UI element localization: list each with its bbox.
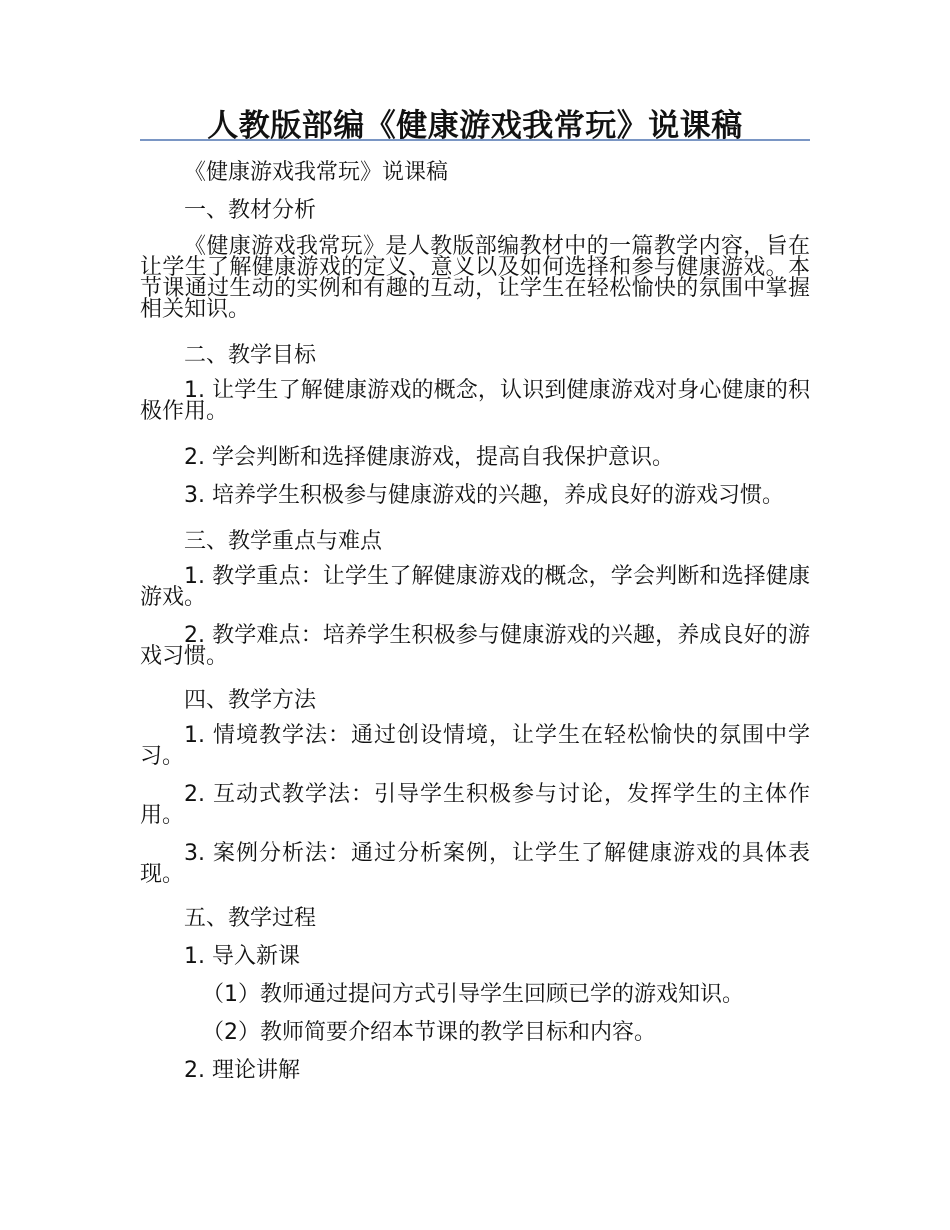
list-item: 2. 教学难点：培养学生积极参与健康游戏的兴趣，养成良好的游戏习惯。 xyxy=(140,623,810,669)
section-heading: 一、教材分析 xyxy=(184,198,317,223)
list-item: （2）教师简要介绍本节课的教学目标和内容。 xyxy=(202,1020,656,1045)
list-item: 2. 互动式教学法：引导学生积极参与讨论，发挥学生的主体作用。 xyxy=(140,782,810,828)
title-underline xyxy=(140,139,810,141)
list-item: （1）教师通过提问方式引导学生回顾已学的游戏知识。 xyxy=(202,982,744,1007)
list-item: 2. 学会判断和选择健康游戏，提高自我保护意识。 xyxy=(184,445,674,470)
section-heading: 五、教学过程 xyxy=(184,906,317,931)
paragraph: 《健康游戏我常玩》是人教版部编教材中的一篇教学内容，旨在让学生了解健康游戏的定义、意义以及如何选择和参与健康游戏。本节课通过生动的实例和有趣的互动，让学生在轻松愉快的氛围中掌握相关知识。 xyxy=(140,234,810,322)
list-item: 1. 导入新课 xyxy=(184,944,300,969)
list-item: 1. 情境教学法：通过创设情境，让学生在轻松愉快的氛围中学习。 xyxy=(140,723,810,769)
document-title: 人教版部编《健康游戏我常玩》说课稿 xyxy=(207,108,743,144)
subtitle: 《健康游戏我常玩》说课稿 xyxy=(184,160,449,185)
list-item: 3. 案例分析法：通过分析案例，让学生了解健康游戏的具体表现。 xyxy=(140,841,810,887)
section-heading: 二、教学目标 xyxy=(184,343,317,368)
list-item: 1. 教学重点：让学生了解健康游戏的概念，学会判断和选择健康游戏。 xyxy=(140,564,810,610)
section-heading: 四、教学方法 xyxy=(184,688,317,713)
list-item: 2. 理论讲解 xyxy=(184,1058,300,1083)
list-item: 3. 培养学生积极参与健康游戏的兴趣，养成良好的游戏习惯。 xyxy=(184,483,784,508)
list-item: 1. 让学生了解健康游戏的概念，认识到健康游戏对身心健康的积极作用。 xyxy=(140,378,810,424)
document-body xyxy=(140,154,810,1090)
section-heading: 三、教学重点与难点 xyxy=(184,529,383,554)
